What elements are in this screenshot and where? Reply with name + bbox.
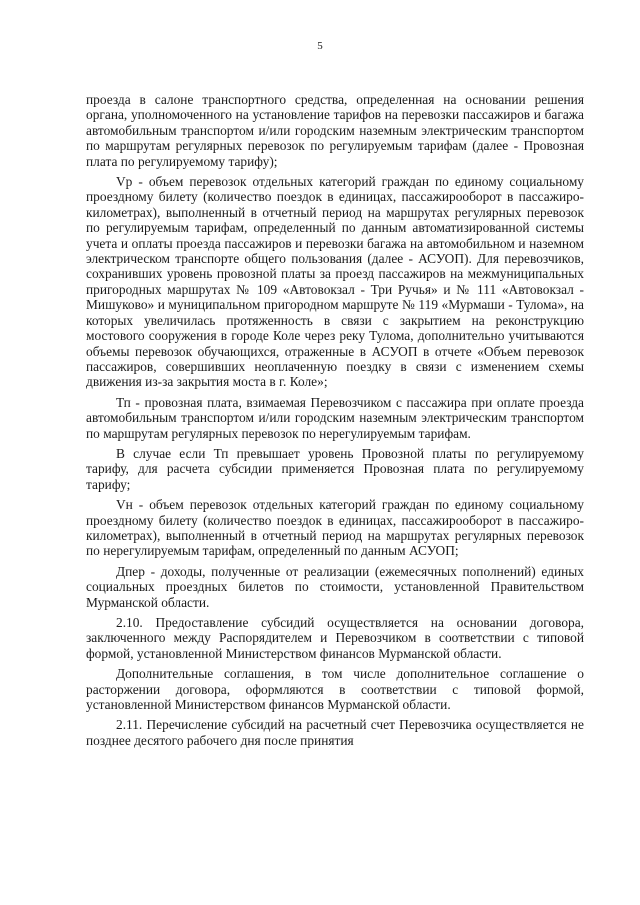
paragraph-tp-exceeds: В случае если Тп превышает уровень Провозной платы по регулируемому тарифу, для расчета субсидии применяется Провозная плата по регулируемому тарифу;	[86, 445, 584, 492]
paragraph-vr-definition: Vр - объем перевозок отдельных категорий граждан по единому социальному проездному билету (количество поездок в единицах, пассажирооборот в пассажиро-километрах), выполненный в отчетный период на маршрутах регулярных перевозок по регулируемым тарифам, определенный по данным автоматизированной системы учета и оплаты проезда пассажиров и перевозки багажа на автомобильном и наземном электрическом транспорте общего пользования (далее - АСУОП). Для перевозчиков, сохранивших уровень провозной платы за проезд пассажиров на межмуниципальных пригородных маршрутах № 109 «Автовокзал - Три Ручья» и № 111 «Автовокзал - Мишуково» и муниципальном пригородном маршруте № 119 «Мурмаши - Тулома», на которых увеличилась протяженность в связи с закрытием на реконструкцию мостового сооружения в городе Коле через реку Тулома, дополнительно учитываются объемы перевозок обучающихся, отраженные в АСУОП в отчете «Объем перевозок пассажиров, совершивших неоплаченную поездку в связи с изменением схемы движения из-за закрытия моста в г. Коле»;	[86, 174, 584, 390]
document-body	[86, 92, 584, 753]
paragraph-section-2-10: 2.10. Предоставление субсидий осуществляется на основании договора, заключенного между Распорядителем и Перевозчиком в соответствии с типовой формой, установленной Министерством финансов Мурманской области.	[86, 615, 584, 661]
paragraph-dper-definition: Дпер - доходы, полученные от реализации (ежемесячных пополнений) единых социальных проездных билетов по стоимости, установленной Правительством Мурманской области.	[86, 563, 584, 610]
paragraph-section-2-11: 2.11. Перечисление субсидий на расчетный счет Перевозчика осуществляется не позднее десятого рабочего дня после принятия	[86, 717, 584, 748]
paragraph-tp-definition: Тп - провозная плата, взимаемая Перевозчиком с пассажира при оплате проезда автомобильным транспортом и/или городским наземным электрическим транспортом по маршрутам регулярных перевозок по нерегулируемым тарифам.	[86, 394, 584, 441]
paragraph-additional-agreements: Дополнительные соглашения, в том числе дополнительное соглашение о расторжении договора, оформляются в соответствии с типовой формой, установленной Министерством финансов Мурманской области.	[86, 666, 584, 713]
paragraph-fare-continuation: проезда в салоне транспортного средства, определенная на основании решения органа, уполномоченного на установление тарифов на перевозки пассажиров и багажа автомобильным транспортом и/или городским наземным электрическим транспортом по маршрутам регулярных перевозок по регулируемым тарифам (далее - Провозная плата по регулируемому тарифу);	[86, 92, 584, 169]
paragraph-vn-definition: Vн - объем перевозок отдельных категорий граждан по единому социальному проездному билету (количество поездок в единицах, пассажирооборот в пассажиро-километрах), выполненный в отчетный период на маршрутах регулярных перевозок по нерегулируемым тарифам, определенный по данным АСУОП;	[86, 497, 584, 559]
page-number: 5	[317, 40, 323, 52]
